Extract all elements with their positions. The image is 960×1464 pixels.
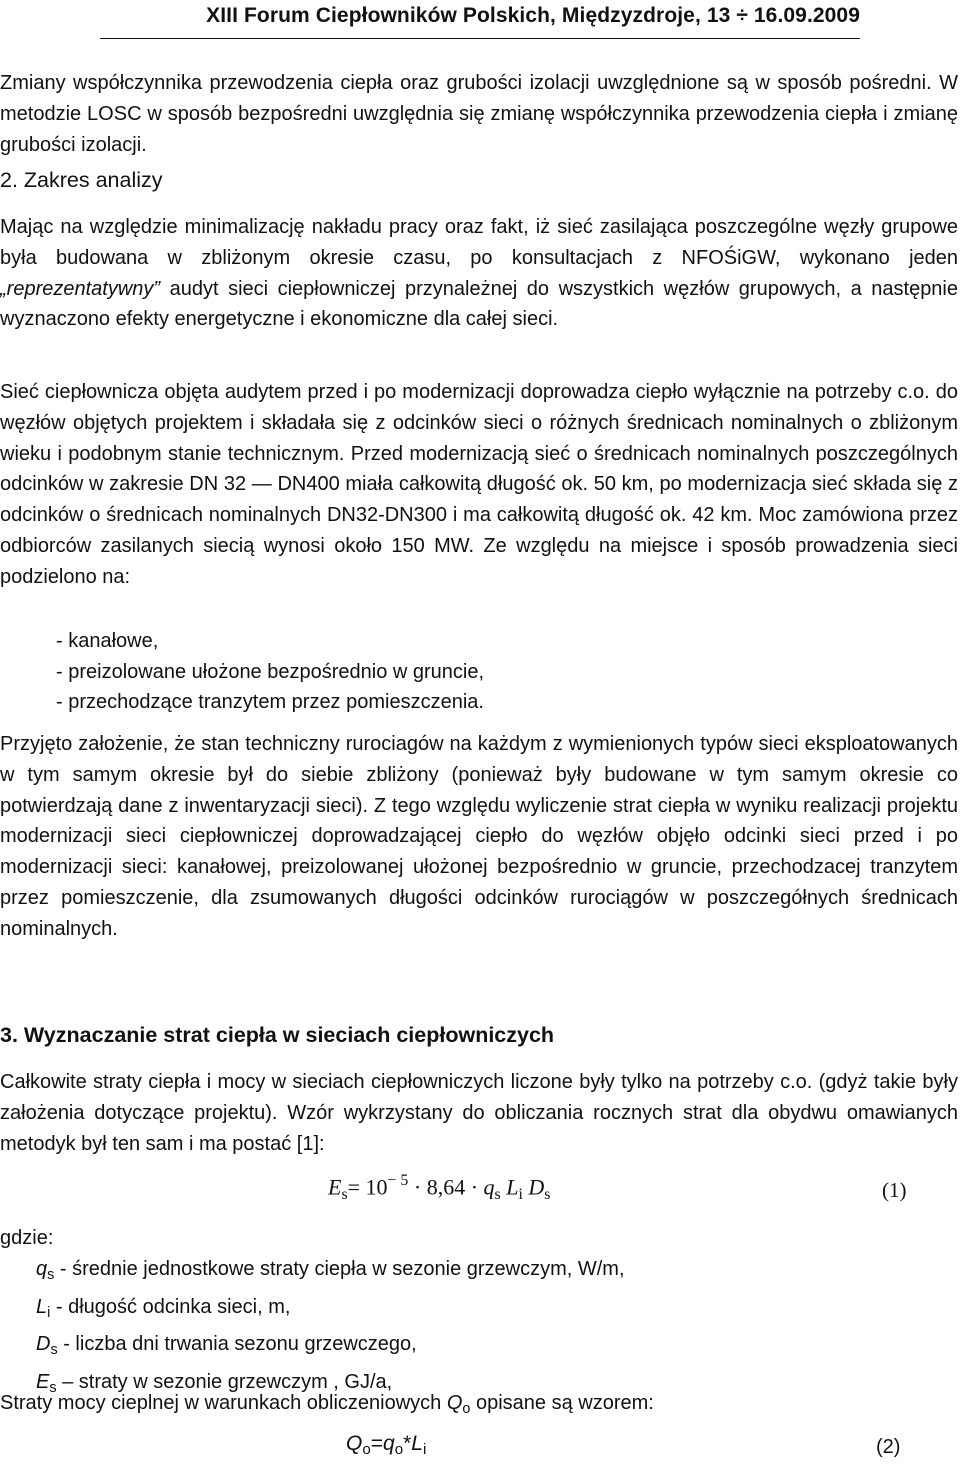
section-3-paragraph-2: Straty mocy cieplnej w warunkach obliczeniowych $Q_o$ opisane są wzorem: <box>0 1392 654 1418</box>
legend-item: $L_i$ - długość odcinka sieci, m, <box>36 1295 291 1321</box>
equation-2-number: (2) <box>876 1436 901 1458</box>
list-item: - kanałowe, <box>56 630 159 652</box>
where-label: gdzie: <box>0 1227 54 1249</box>
section-3-heading: 3. Wyznaczanie strat ciepła w sieciach ciepłowniczych <box>0 1023 555 1047</box>
legend-item: $q_s$ - średnie jednostkowe straty ciepła w sezonie grzewczym, W/m, <box>36 1258 625 1284</box>
list-item: - preizolowane ułożone bezpośrednio w gruncie, <box>56 660 485 683</box>
section-2-paragraph-1 <box>0 212 958 335</box>
p1-italic-word: „reprezentatywny” <box>0 277 161 300</box>
p1-text-a: Mając na względzie minimalizację nakładu pracy oraz fakt, iż sieć zasilająca poszczególne węzły grupowe była budowana w zbliżonym okresie czasu, po konsultacjach z NFOŚiGW, wykonano jeden <box>0 216 958 269</box>
legend-item: $E_s$ – straty w sezonie grzewczym , GJ/a, <box>36 1370 393 1396</box>
intro-paragraph: Zmiany współczynnika przewodzenia ciepła oraz grubości izolacji uwzględnione są w sposób pośredni. W metodzie LOSC w sposób bezpośredni uwzględnia się zmianę współczynnika przewodzenia ciepła i zmianę grubości izolacji. <box>0 72 958 156</box>
legend-item: $D_s$ - liczba dni trwania sezonu grzewczego, <box>36 1333 417 1359</box>
equation-1: $E_s= 10^{- 5} \cdot 8,64 \cdot q_s$ $L_i$ $D_s$ <box>328 1172 551 1203</box>
page-header: XIII Forum Ciepłowników Polskich, Międzyzdroje, 13 ÷ 16.09.2009 <box>100 2 860 39</box>
list-item: - przechodzące tranzytem przez pomieszczenia. <box>56 691 484 713</box>
symbol-legend <box>36 1254 625 1404</box>
section-2-heading: 2. Zakres analizy <box>0 168 163 192</box>
p1-text-b: audyt sieci ciepłowniczej przynależnej do wszystkich węzłów grupowych, a następnie wyznaczono efekty energetyczne i ekonomiczne dla całej sieci. <box>0 277 959 331</box>
network-type-list <box>56 626 484 718</box>
section-2-paragraph-2: Sieć ciepłownicza objęta audytem przed i po modernizacji doprowadza ciepło wyłącznie na potrzeby c.o. do węzłów objętych projektem i składała się z odcinków sieci o różnych średnicach nominalnych o zbliżonym wieku i podobnym stanie technicznym. Przed modernizacją sieć o średnicach nominalnych poszczególnych odcinków w zakresie DN 32 — DN400 miała całkowitą długość ok. 50 km, po modernizacja sieć składa się z odcinków o średnicach nominalnych DN32-DN300 i ma całkowitą długość ok. 42 km. Moc zamówiona przez odbiorców zasilanych siecią wynosi około 150 MW. Ze względu na miejsce i sposób prowadzenia sieci podzielono na: <box>0 381 958 588</box>
equation-2: $Q_o=q_o*L_i$ <box>346 1432 427 1459</box>
section-3-paragraph-1: Całkowite straty ciepła i mocy w sieciach ciepłowniczych liczone były tylko na potrzeby c.o. (gdyż takie były założenia dotyczące projektu). Wzór wykrzystany do obliczania rocznych strat dla obydwu omawianych metodyk był ten sam i ma postać [1]: <box>0 1071 958 1155</box>
equation-1-number: (1) <box>882 1178 907 1202</box>
section-2-paragraph-3: Przyjęto założenie, że stan techniczny rurociagów na każdym z wymienionych typów sieci eksploatowanych w tym samym okresie był do siebie zbliżony (ponieważ były budowane w tym samym okresie co potwierdzają dane z inwentaryzacji sieci). Z tego względu wyliczenie strat ciepła w wyniku realizacji projektu modernizacji sieci ciepłowniczej doprowadzającej ciepło do węzłów objęło odcinki sieci przed i po modernizacji sieci: kanałowej, preizolowanej ułożonej bezpośrednio w gruncie, przechodzacej tranzytem przez pomieszczenie, dla zsumowanych długości odcinków rurociągów w poszczegółnych średnicach nominalnych. <box>0 733 958 940</box>
